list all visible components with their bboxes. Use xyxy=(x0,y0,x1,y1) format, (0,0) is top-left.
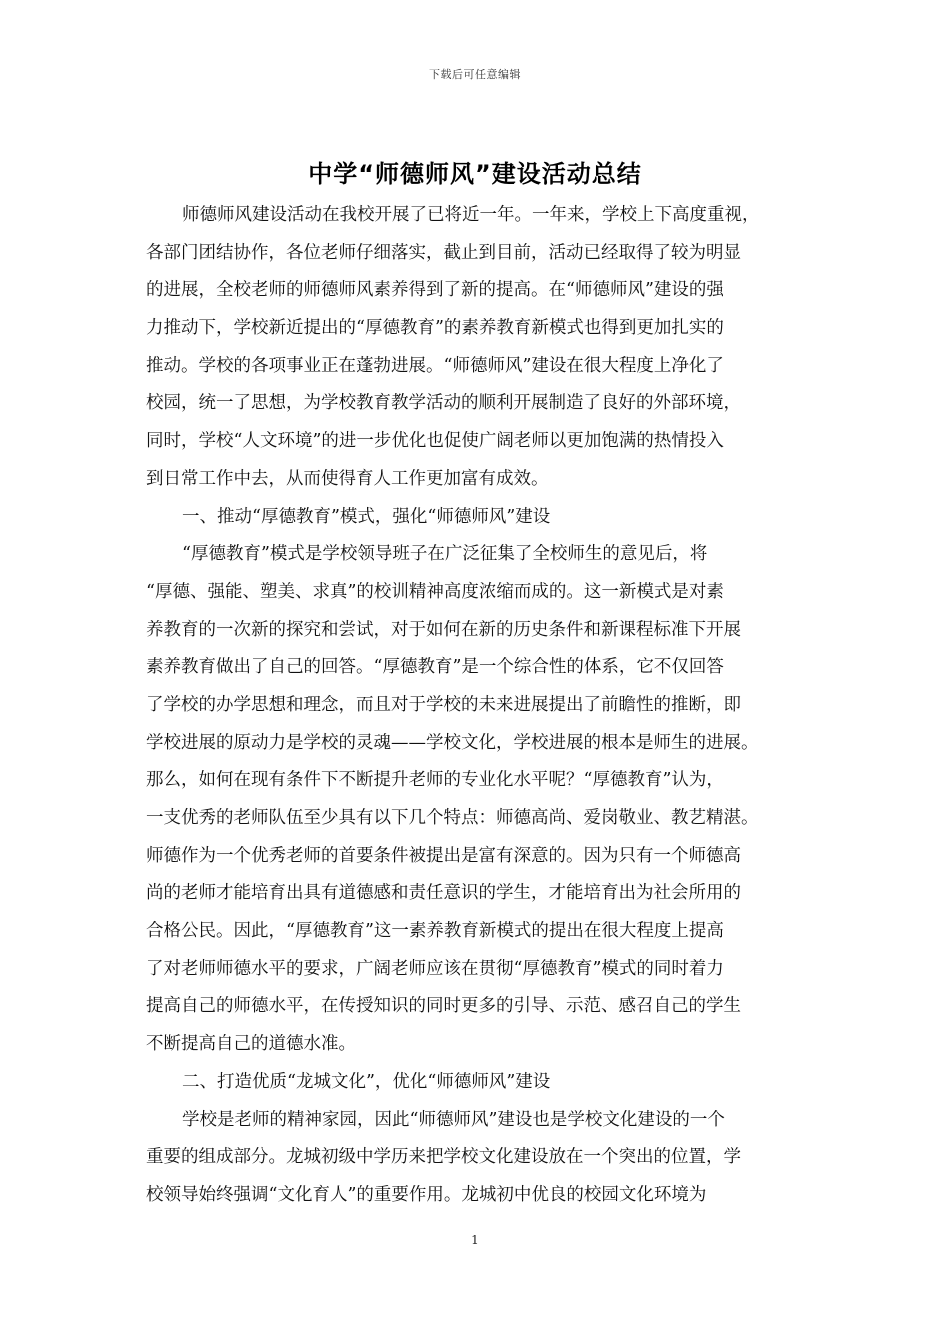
text-line: 养教育的一次新的探究和尝试，对于如何在新的历史条件和新课程标准下开展 xyxy=(146,619,741,640)
text-line: 素养教育做出了自己的回答。“厚德教育”是一个综合性的体系，它不仅回答 xyxy=(146,657,724,678)
text-line: 二、打造优质“龙城文化”，优化“师德师风”建设 xyxy=(182,1071,551,1092)
text-line: 一支优秀的老师队伍至少具有以下几个特点：师德高尚、爱岗敬业、教艺精湛。 xyxy=(146,808,759,828)
text-line: 各部门团结协作，各位老师仔细落实，截止到目前，活动已经取得了较为明显 xyxy=(146,242,741,263)
text-line: 提高自己的师德水平，在传授知识的同时更多的引导、示范、感召自己的学生 xyxy=(146,996,741,1017)
text-line: 到日常工作中去，从而使得育人工作更加富有成效。 xyxy=(146,468,549,489)
text-line: 力推动下，学校新近提出的“厚德教育”的素养教育新模式也得到更加扎实的 xyxy=(146,318,724,339)
text-line: 那么，如何在现有条件下不断提升老师的专业化水平呢？“厚德教育”认为， xyxy=(146,770,724,791)
text-line: “厚德、强能、塑美、求真”的校训精神高度浓缩而成的。这一新模式是对素 xyxy=(146,581,724,602)
text-line: 重要的组成部分。龙城初级中学历来把学校文化建设放在一个突出的位置，学 xyxy=(146,1147,741,1168)
text-line: 学校进展的原动力是学校的灵魂——学校文化，学校进展的根本是师生的进展。 xyxy=(146,732,759,753)
document-title: 中学“师德师风”建设活动总结 xyxy=(308,160,642,188)
text-line: 的进展，全校老师的师德师风素养得到了新的提高。在“师德师风”建设的强 xyxy=(146,280,724,301)
page-header: 下载后可任意编辑 xyxy=(429,68,521,81)
text-line: 不断提高自己的道德水准。 xyxy=(146,1034,356,1055)
text-line: 了学校的办学思想和理念，而且对于学校的未来进展提出了前瞻性的推断，即 xyxy=(146,694,741,715)
text-line: 了对老师师德水平的要求，广阔老师应该在贯彻“厚德教育”模式的同时着力 xyxy=(146,958,724,979)
text-line: 校园，统一了思想，为学校教育教学活动的顺利开展制造了良好的外部环境， xyxy=(146,393,741,414)
text-line: 师德作为一个优秀老师的首要条件被提出是富有深意的。因为只有一个师德高 xyxy=(146,845,741,866)
text-line: 推动。学校的各项事业正在蓬勃进展。“师德师风”建设在很大程度上净化了 xyxy=(146,355,724,376)
page-number: 1 xyxy=(471,1233,479,1247)
text-line: 合格公民。因此，“厚德教育”这一素养教育新模式的提出在很大程度上提高 xyxy=(146,921,724,942)
document-body xyxy=(146,197,806,1215)
text-line: 同时，学校“人文环境”的进一步优化也促使广阔老师以更加饱满的热情投入 xyxy=(146,431,724,452)
text-line: 尚的老师才能培育出具有道德感和责任意识的学生，才能培育出为社会所用的 xyxy=(146,883,741,904)
text-line: 师德师风建设活动在我校开展了已将近一年。一年来，学校上下高度重视， xyxy=(182,205,760,225)
text-line: 一、推动“厚德教育”模式，强化“师德师风”建设 xyxy=(182,506,551,527)
text-line: “厚德教育”模式是学校领导班子在广泛征集了全校师生的意见后，将 xyxy=(182,544,708,565)
text-line: 学校是老师的精神家园，因此“师德师风”建设也是学校文化建设的一个 xyxy=(182,1109,725,1130)
text-line: 校领导始终强调“文化育人”的重要作用。龙城初中优良的校园文化环境为 xyxy=(146,1184,707,1205)
